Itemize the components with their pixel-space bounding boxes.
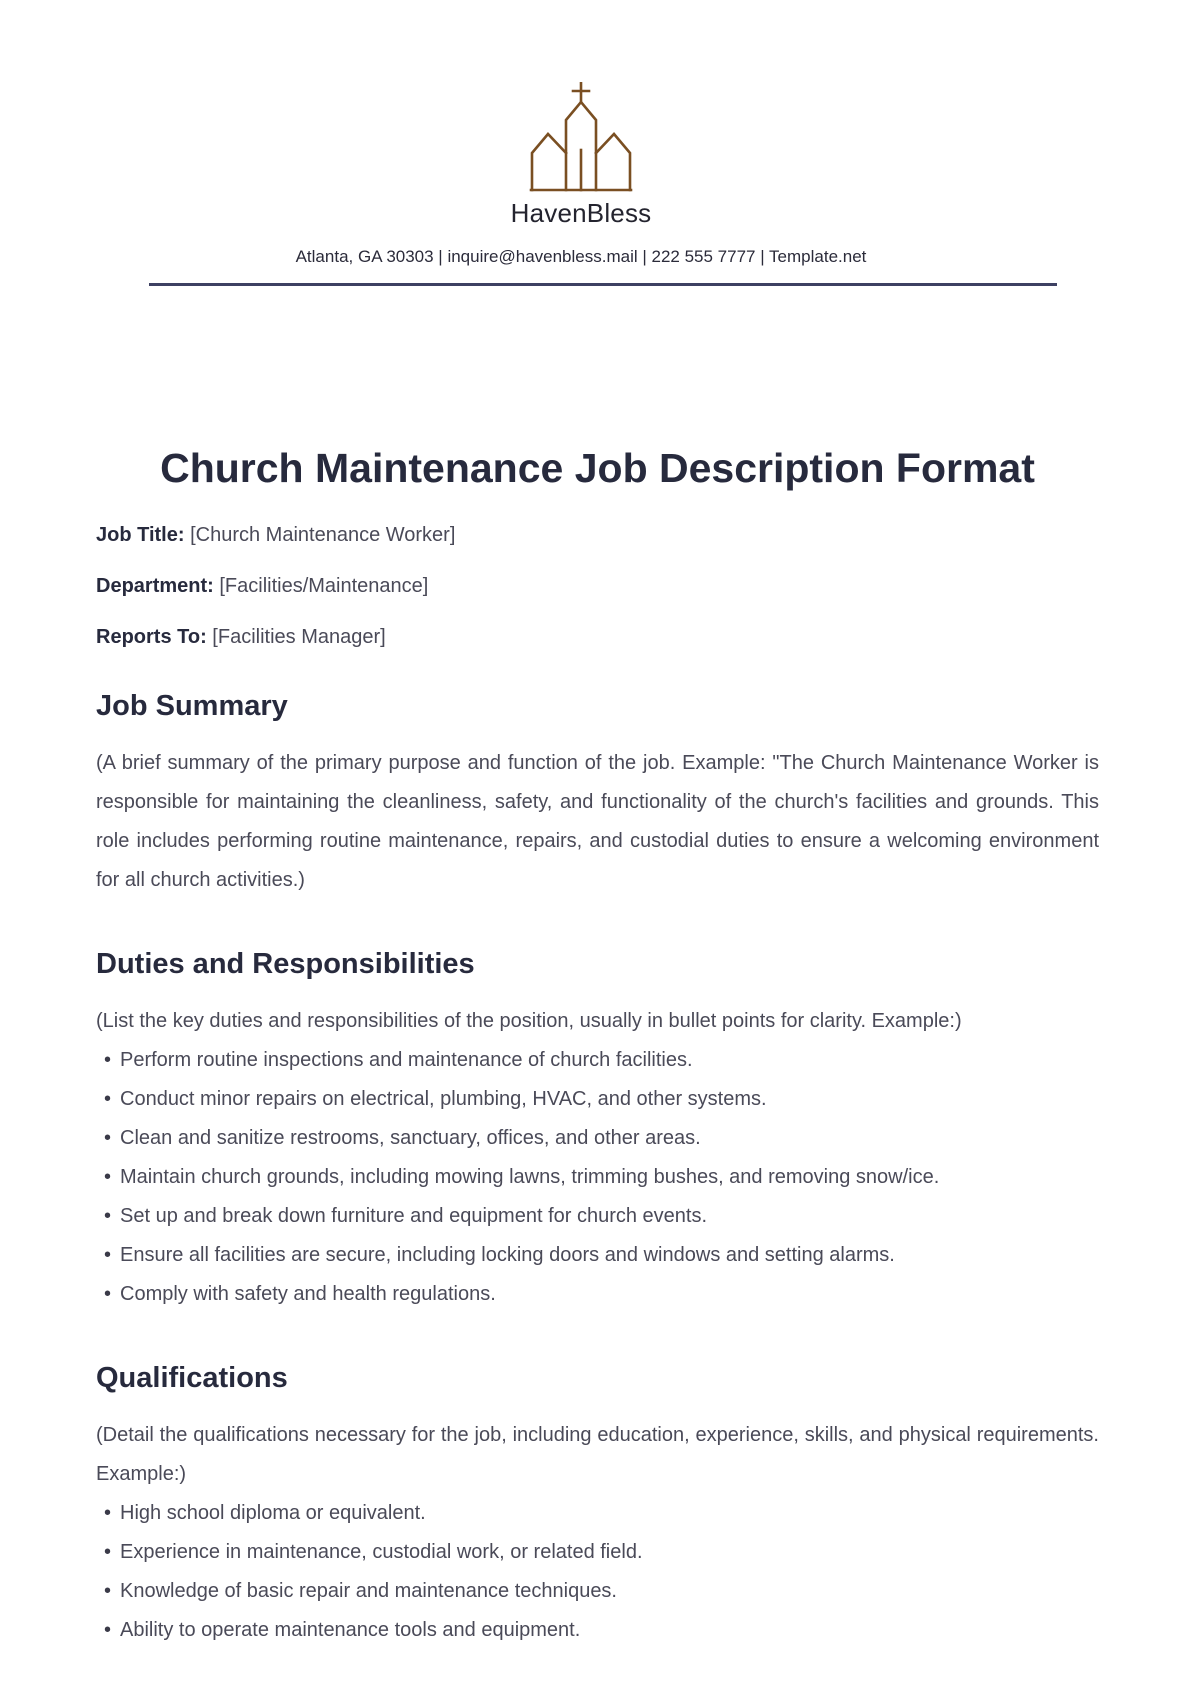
list-item: • Maintain church grounds, including mowing lawns, trimming bushes, and removing snow/ice. <box>96 1158 1075 1197</box>
job-title-field <box>96 522 1099 548</box>
field-value: [Facilities/Maintenance] <box>219 575 429 597</box>
duties-heading: Duties and Responsibilities <box>96 948 475 980</box>
list-item: • Knowledge of basic repair and maintenance techniques. <box>96 1572 1075 1611</box>
job-summary-text: (A brief summary of the primary purpose and function of the job. Example: "The Church Maintenance Worker is responsible for maintaining the cleanliness, safety, and functionality of the church's facilities and grounds. This role includes performing routine maintenance, repairs, and custodial duties to ensure a welcoming environment for all church activities.) <box>96 752 1099 891</box>
reports-to-field <box>96 624 1099 650</box>
qualifications-list <box>96 1494 1099 1650</box>
church-icon <box>526 82 636 194</box>
list-item: • Comply with safety and health regulations. <box>96 1275 1075 1314</box>
field-label: Department: <box>96 575 214 597</box>
letterhead <box>0 82 1162 267</box>
document-title: Church Maintenance Job Description Format <box>160 445 1035 491</box>
duties-intro: (List the key duties and responsibilities of the position, usually in bullet points for clarity. Example:) <box>96 1010 962 1032</box>
list-item: • High school diploma or equivalent. <box>96 1494 1075 1533</box>
field-value: [Facilities Manager] <box>212 626 386 648</box>
qualifications-heading: Qualifications <box>96 1362 288 1394</box>
department-field <box>96 573 1099 599</box>
field-label: Job Title: <box>96 524 185 546</box>
list-item: • Set up and break down furniture and equipment for church events. <box>96 1197 1075 1236</box>
contact-line: Atlanta, GA 30303 | inquire@havenbless.mail | 222 555 7777 | Template.net <box>295 247 867 266</box>
field-label: Reports To: <box>96 626 207 648</box>
brand-name: HavenBless <box>510 198 652 228</box>
qualifications-intro: (Detail the qualifications necessary for the job, including education, experience, skills, and physical requirements. Example:) <box>96 1424 1099 1485</box>
document-body <box>96 440 1099 1650</box>
duties-list <box>96 1041 1099 1314</box>
list-item: • Ensure all facilities are secure, including locking doors and windows and setting alarms. <box>96 1236 1075 1275</box>
job-summary-heading: Job Summary <box>96 690 288 722</box>
list-item: • Ability to operate maintenance tools and equipment. <box>96 1611 1075 1650</box>
list-item: • Experience in maintenance, custodial work, or related field. <box>96 1533 1075 1572</box>
header-divider <box>149 283 1057 286</box>
list-item: • Clean and sanitize restrooms, sanctuary, offices, and other areas. <box>96 1119 1075 1158</box>
list-item: • Conduct minor repairs on electrical, plumbing, HVAC, and other systems. <box>96 1080 1075 1119</box>
list-item: • Perform routine inspections and maintenance of church facilities. <box>96 1041 1075 1080</box>
field-value: [Church Maintenance Worker] <box>190 524 456 546</box>
